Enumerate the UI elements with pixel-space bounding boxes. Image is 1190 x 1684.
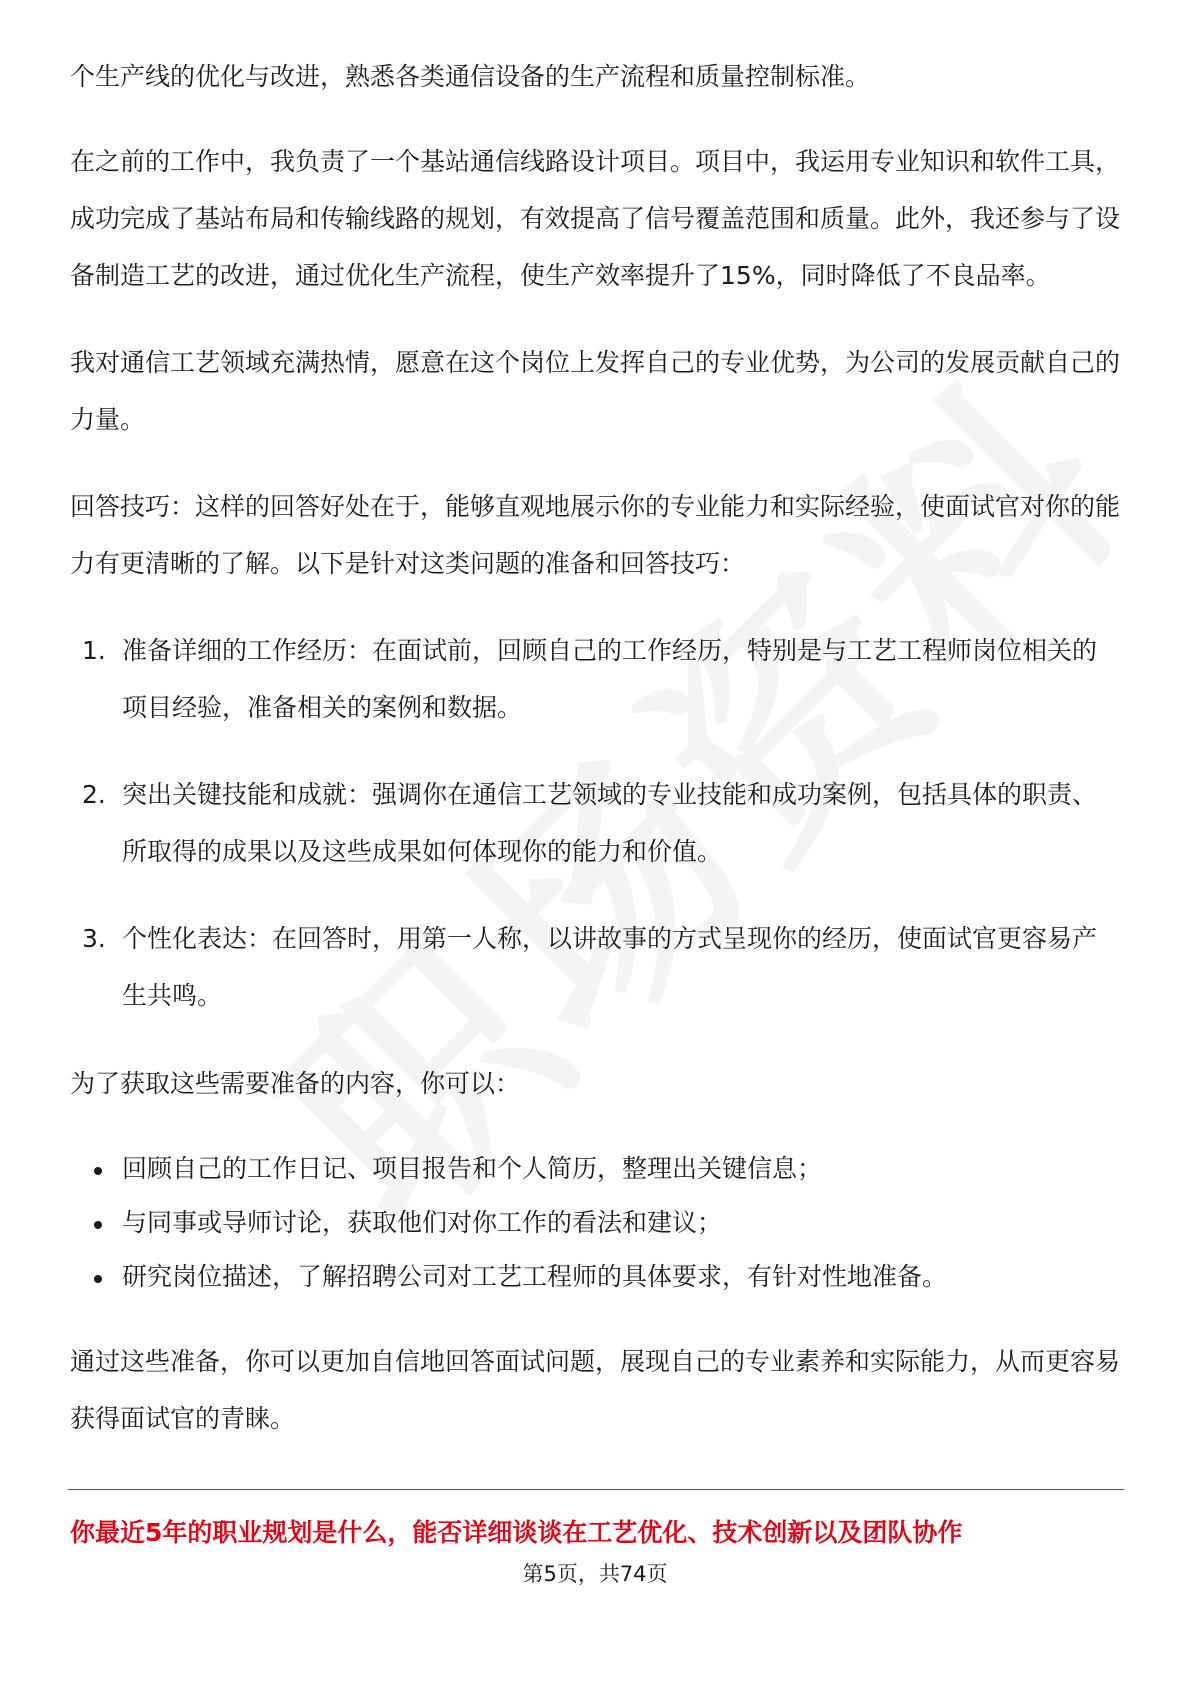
bullet-item [70, 1142, 1120, 1196]
paragraph-1: 个生产线的优化与改进，熟悉各类通信设备的生产流程和质量控制标准。 [70, 62, 871, 91]
paragraph-4: 回答技巧：这样的回答好处在于，能够直观地展示你的专业能力和实际经验，使面试官对你的能力有更清晰的了解。以下是针对这类问题的准备和回答技巧： [70, 492, 1121, 578]
list-item [70, 766, 1120, 880]
document-body [70, 48, 1120, 1477]
bullet-icon [94, 1275, 102, 1283]
list-item-text: 突出关键技能和成就：强调你在通信工艺领域的专业技能和成功案例，包括具体的职责、所取得的成果以及这些成果如何体现你的能力和价值。 [122, 780, 1098, 866]
bullet-list [70, 1142, 1120, 1304]
list-number: 3. [82, 924, 106, 953]
paragraph-6: 通过这些准备，你可以更加自信地回答面试问题，展现自己的专业素养和实际能力，从而更容易获得面试官的青睐。 [70, 1347, 1121, 1433]
list-item [70, 622, 1120, 736]
bullet-item-text: 与同事或导师讨论，获取他们对你工作的看法和建议； [122, 1208, 723, 1237]
list-number: 2. [82, 780, 106, 809]
list-item [70, 910, 1120, 1024]
paragraph-3: 我对通信工艺领域充满热情，愿意在这个岗位上发挥自己的专业优势，为公司的发展贡献自己的力量。 [70, 348, 1121, 434]
page-number: 第5页，共74页 [522, 1562, 668, 1586]
list-item-text: 个性化表达：在回答时，用第一人称，以讲故事的方式呈现你的经历，使面试官更容易产生共鸣。 [122, 924, 1098, 1010]
bullet-item [70, 1250, 1120, 1304]
bullet-icon [94, 1167, 102, 1175]
bullet-item [70, 1196, 1120, 1250]
tips-list [70, 622, 1120, 1024]
paragraph-5: 为了获取这些需要准备的内容，你可以： [70, 1069, 521, 1098]
next-question-heading: 你最近5年的职业规划是什么，能否详细谈谈在工艺优化、技术创新以及团队协作 [70, 1518, 963, 1547]
footer-divider [68, 1489, 1124, 1490]
bullet-item-text: 回顾自己的工作日记、项目报告和个人简历，整理出关键信息； [122, 1154, 823, 1183]
list-number: 1. [82, 636, 106, 665]
paragraph-2: 在之前的工作中，我负责了一个基站通信线路设计项目。项目中，我运用专业知识和软件工具，成功完成了基站布局和传输线路的规划，有效提高了信号覆盖范围和质量。此外，我还参与了设备制造工艺的改进，通过优化生产流程，使生产效率提升了15%，同时降低了不良品率。 [70, 147, 1121, 290]
bullet-item-text: 研究岗位描述，了解招聘公司对工艺工程师的具体要求，有针对性地准备。 [122, 1262, 948, 1291]
list-item-text: 准备详细的工作经历：在面试前，回顾自己的工作经历，特别是与工艺工程师岗位相关的项目经验，准备相关的案例和数据。 [122, 636, 1098, 722]
bullet-icon [94, 1221, 102, 1229]
